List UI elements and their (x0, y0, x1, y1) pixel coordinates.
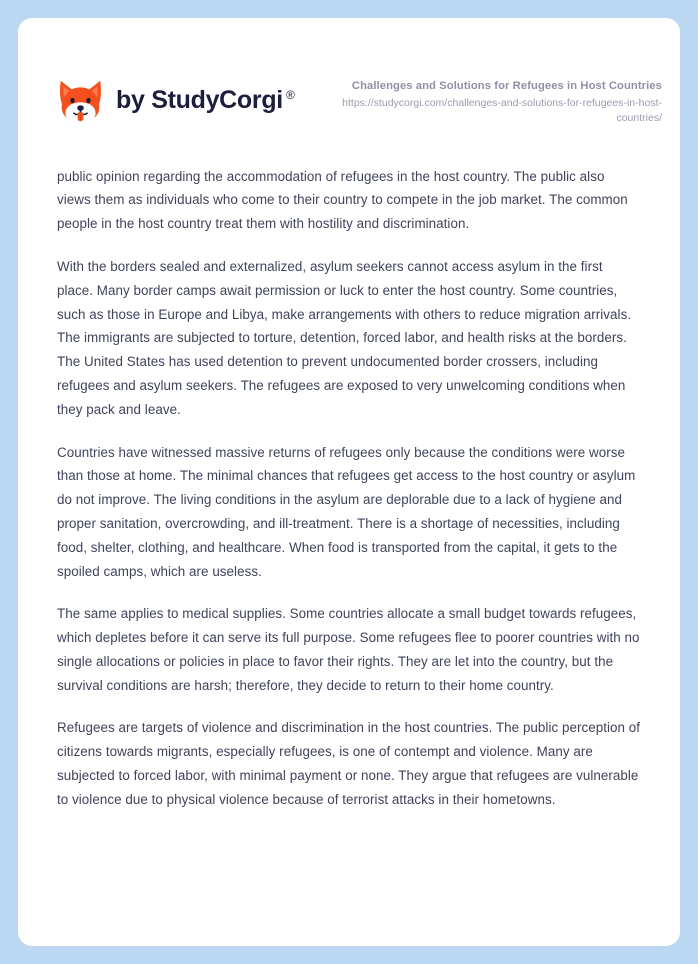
page-title: Challenges and Solutions for Refugees in Host Countries (351, 80, 662, 92)
paragraph: Refugees are targets of violence and discrimination in the host countries. The public perception of citizens towards migrants, especially refugees, is one of contempt and violence. Many are subjected to forced labor, with minimal payment or none. They argue that refugees are vulnerable to violence due to physical violence because of terrorist attacks in their hometowns. (57, 720, 641, 807)
document-header (18, 18, 680, 127)
header-meta (314, 75, 662, 127)
page-url[interactable]: https://studycorgi.com/challenges-and-solutions-for-refugees-in-host-countries/ (342, 97, 662, 125)
paragraph: public opinion regarding the accommodation of refugees in the host country. The public also views them as individuals who come to their country to compete in the job market. The common people in the host country treat them with hostility and discrimination. (57, 168, 628, 232)
paragraph: Countries have witnessed massive returns of refugees only because the conditions were worse than those at home. The minimal chances that refugees get access to the host country or asylum do not improve. The living conditions in the asylum are deplorable due to a lack of hygiene and proper sanitation, overcrowding, and ill-treatment. There is a shortage of necessities, including food, shelter, clothing, and healthcare. When food is transported from the capital, it gets to the spoiled camps, which are useless. (57, 444, 636, 579)
brand-wordmark-text: by StudyCorgi (116, 86, 283, 114)
document-body (18, 127, 680, 812)
paragraph: The same applies to medical supplies. Some countries allocate a small budget towards refugees, which depletes before it can serve its full purpose. Some refugees flee to poorer countries with no single allocations or policies in place to favor their rights. They are let into the country, but the survival conditions are harsh; therefore, they decide to return to their home country. (57, 606, 640, 693)
corgi-head-icon (57, 77, 104, 124)
registered-trademark-icon: ® (285, 88, 295, 102)
brand-wordmark (116, 88, 295, 113)
brand-lockup (57, 75, 295, 124)
document-sheet (18, 18, 680, 946)
paragraph: With the borders sealed and externalized, asylum seekers cannot access asylum in the first place. Many border camps await permission or luck to enter the host country. Some countries, such as those in Europe and Libya, make arrangements with others to reduce migration arrivals. The immigrants are subjected to torture, detention, forced labor, and health risks at the borders. The United States has used detention to prevent undocumented border crossers, including refugees and asylum seekers. The refugees are exposed to very unwelcoming conditions when they pack and leave. (57, 258, 632, 417)
